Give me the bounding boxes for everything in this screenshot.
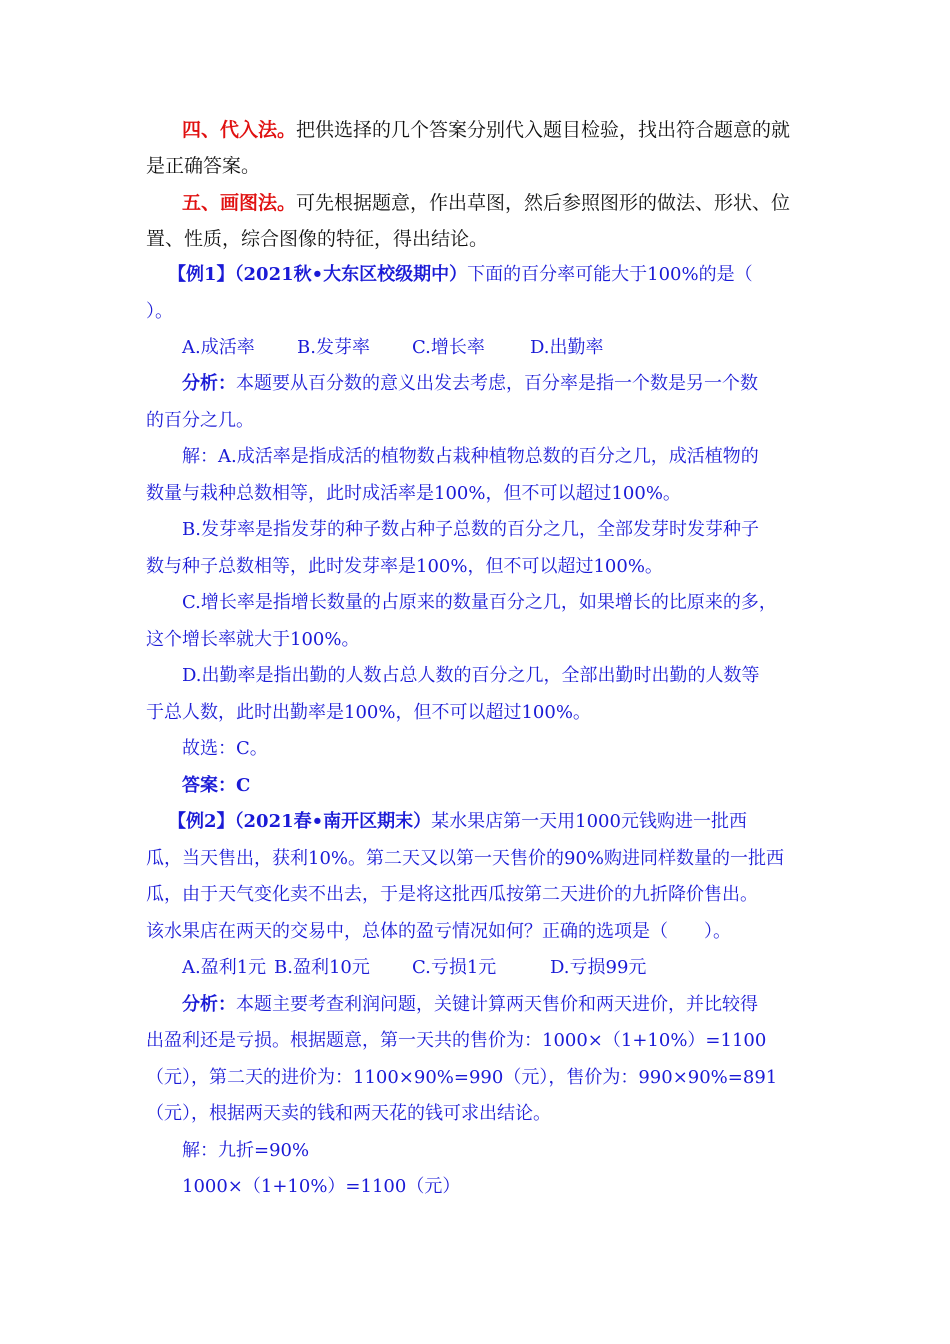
method-five-text: 可先根据题意，作出草图，然后参照图形的做法、形状、位 <box>296 192 791 214</box>
method-four-line1 <box>182 116 790 144</box>
example2-analysis-line1 <box>182 991 758 1019</box>
example2-option-c: C.亏损1元 <box>412 957 497 978</box>
example1-analysis-line1 <box>182 370 758 398</box>
example1-solution-line1: 解：A.成活率是指成活的植物数占栽种植物总数的百分之几，成活植物的 <box>182 446 759 467</box>
example2-question-line2: 瓜，当天售出，获利10%。第二天又以第一天售价的90%购进同样数量的一批西 <box>146 848 785 869</box>
example1-solution-line8: 于总人数，此时出勤率是100%，但不可以超过100%。 <box>146 702 591 723</box>
example1-question-line1 <box>168 261 753 289</box>
method-four-text: 把供选择的几个答案分别代入题目检验，找出符合题意的就 <box>296 119 791 141</box>
example1-label: 【例1】 <box>168 264 235 285</box>
example2-label: 【例2】 <box>168 811 235 832</box>
method-five-line1 <box>182 189 790 217</box>
example1-solution-line5: C.增长率是指增长数量的占原来的数量百分之几，如果增长的比原来的多， <box>182 592 777 613</box>
example2-analysis-label: 分析： <box>182 994 236 1015</box>
example2-source: （2021春•南开区期末） <box>234 811 432 832</box>
example1-solution-line7: D.出勤率是指出勤的人数占总人数的百分之几，全部出勤时出勤的人数等 <box>182 665 760 686</box>
example2-question-line4: 该水果店在两天的交易中，总体的盈亏情况如何？正确的选项是（ ）。 <box>146 921 731 942</box>
example2-solution-line1: 解：九折=90% <box>182 1140 310 1161</box>
example2-option-d: D.亏损99元 <box>550 957 647 978</box>
example2-option-a: A.盈利1元 <box>182 957 267 978</box>
method-five-line2: 置、性质，综合图像的特征，得出结论。 <box>146 228 489 250</box>
example1-option-b: B.发芽率 <box>297 337 370 358</box>
example2-solution-line2: 1000×（1+10%）=1100（元） <box>182 1176 461 1197</box>
example2-question: 某水果店第一天用1000元钱购进一批西 <box>431 811 747 832</box>
example1-solution-line4: 数与种子总数相等，此时发芽率是100%，但不可以超过100%。 <box>146 556 663 577</box>
example1-option-c: C.增长率 <box>412 337 485 358</box>
example1-option-a: A.成活率 <box>182 337 255 358</box>
example2-analysis-line2: 出盈利还是亏损。根据题意，第一天共的售价为：1000×（1+10%）=1100 <box>146 1030 767 1051</box>
example1-answer: 答案：C <box>182 775 251 796</box>
example2-analysis-line3: （元），第二天的进价为：1100×90%=990（元），售价为：990×90%=891 <box>146 1067 778 1088</box>
example1-choice: 故选：C。 <box>182 738 268 759</box>
example2-option-b: B.盈利10元 <box>274 957 370 978</box>
example1-analysis-label: 分析： <box>182 373 236 394</box>
example1-option-d: D.出勤率 <box>530 337 604 358</box>
example1-solution-line6: 这个增长率就大于100%。 <box>146 629 360 650</box>
example1-question: 下面的百分率可能大于100%的是（ <box>467 264 753 285</box>
example1-analysis-text: 本题要从百分数的意义出发去考虑，百分率是指一个数是另一个数 <box>236 373 758 394</box>
example2-analysis-line4: （元），根据两天卖的钱和两天花的钱可求出结论。 <box>146 1103 551 1124</box>
example1-source: （2021秋•大东区校级期中） <box>234 264 468 285</box>
example1-options <box>182 334 604 362</box>
example2-question-line3: 瓜，由于天气变化卖不出去，于是将这批西瓜按第二天进价的九折降价售出。 <box>146 884 758 905</box>
example2-options <box>182 954 646 982</box>
example1-question-line2: ）。 <box>146 301 173 322</box>
example1-solution-line3: B.发芽率是指发芽的种子数占种子总数的百分之几，全部发芽时发芽种子 <box>182 519 759 540</box>
method-four-line2: 是正确答案。 <box>146 155 261 177</box>
example2-analysis-text: 本题主要考查利润问题，关键计算两天售价和两天进价，并比较得 <box>236 994 758 1015</box>
example1-solution-line2: 数量与栽种总数相等，此时成活率是100%，但不可以超过100%。 <box>146 483 681 504</box>
method-four-heading: 四、代入法。 <box>182 119 297 141</box>
example1-analysis-line2: 的百分之几。 <box>146 410 254 431</box>
example2-question-line1 <box>168 808 747 836</box>
method-five-heading: 五、画图法。 <box>182 192 297 214</box>
